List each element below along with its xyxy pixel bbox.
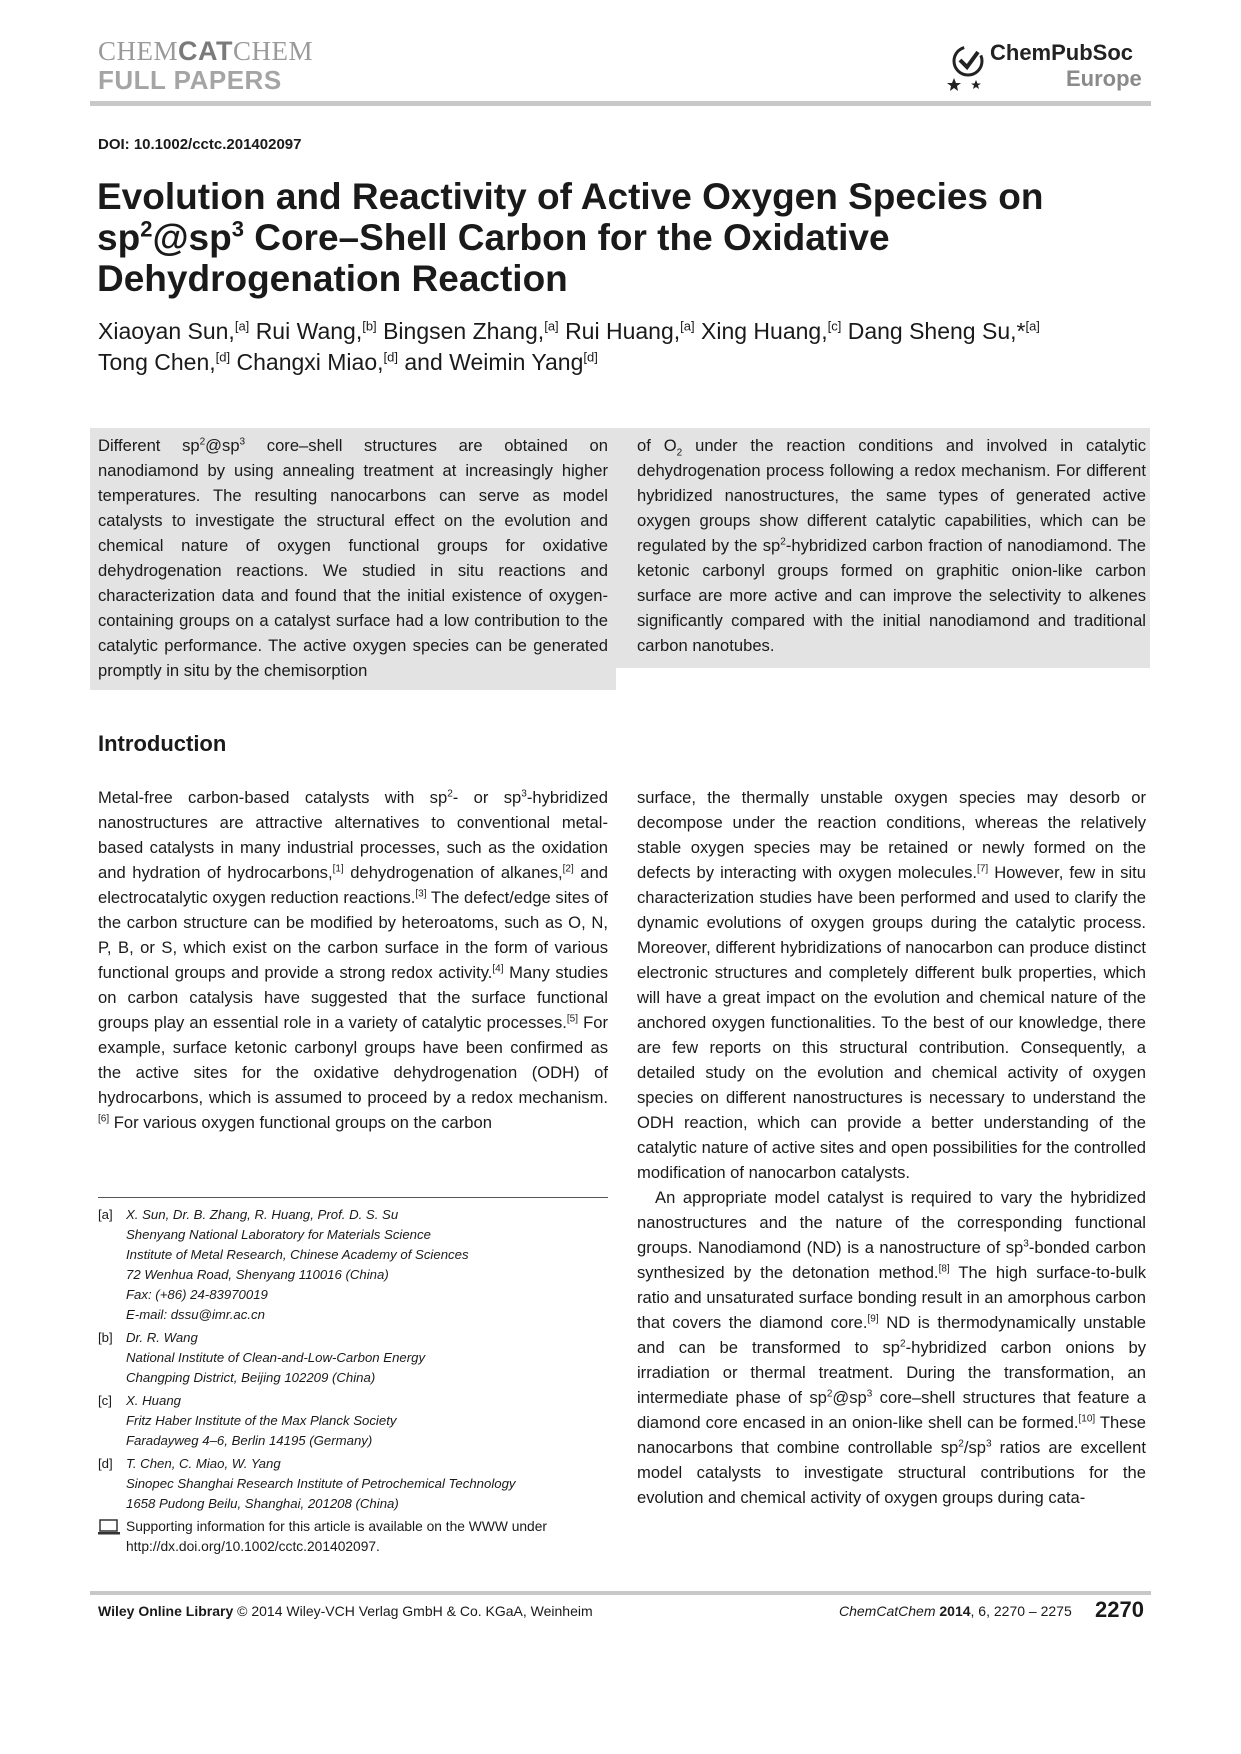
footer-citation: ChemCatChem 2014, 6, 2270 – 2275 xyxy=(839,1603,1072,1619)
footnote-rule xyxy=(98,1197,608,1198)
supporting-info-note xyxy=(98,1517,608,1557)
citation-ref[interactable]: [1] xyxy=(332,863,344,875)
author: Dang Sheng Su,*[a] xyxy=(847,318,1040,344)
citation-ref[interactable]: [2] xyxy=(562,863,574,875)
author: Xing Huang,[c] xyxy=(701,318,842,344)
citation-ref[interactable]: [9] xyxy=(867,1313,879,1325)
supporting-info-link[interactable]: Supporting information for this article is available on the WWW under http://dx.doi.org/10.1002/cctc.201402097. xyxy=(126,1519,547,1554)
publisher-region: Europe xyxy=(1066,66,1142,91)
affiliation-b: [b] Dr. R. Wang National Institute of Clean-and-Low-Carbon Energy Changping District, Beijing 102209 (China) xyxy=(98,1330,426,1385)
paragraph: An appropriate model catalyst is required to vary the hybridized nanostructures and the nature of the corresponding functional groups. Nanodiamond (ND) is a nanostructure of $sp^3$-bonded carbon synthesized by the detonation method.[8] The high surface-to-bulk ratio and unsaturated surface bonding result in an amorphous carbon that covers the diamond core.[9] ND is thermodynamically unstable and can be transformed to $sp^2$-hybridized carbon onions by irradiation or thermal treatment. During the transformation, an intermediate phase of $sp^2@sp^3$ core–shell structures that feature a diamond core encased in an onion-like shell can be formed.[10] These nanocarbons that combine controllable $sp^2/sp^3$ ratios are excellent model catalysts to investigate structural contributions for the evolution and chemical activity of oxygen groups during cata- xyxy=(637,1188,1147,1507)
body-column-left: Metal-free carbon-based catalysts with $sp^2-$ or $sp^3$-hybridized nanostructures are attractive alternatives to conventional metal-based catalysts in many industrial processes, such as the oxidation and hydration of hydrocarbons,[1] dehydrogenation of alkanes,[2] and electrocatalytic oxygen reduction reactions.[3] The defect/edge sites of the carbon structure can be modified by heteroatoms, such as O, N, P, B, or S, which exist on the carbon surface in the form of various functional groups and provide a strong redox activity.[4] Many studies on carbon catalysis have suggested that the surface functional groups play an essential role in a variety of catalytic processes.[5] For example, surface ketonic carbonyl groups have been confirmed as the active sites for the oxidative dehydrogenation (ODH) of hydrocarbons, which is assumed to proceed by a redox mechanism.[6] For various oxygen functional groups on the carbon xyxy=(98,788,609,1132)
author: Rui Huang,[a] xyxy=(565,318,695,344)
author: Tong Chen,[d] xyxy=(98,349,231,375)
citation-ref[interactable]: [7] xyxy=(977,863,989,875)
header-rule xyxy=(90,101,1151,106)
email-link[interactable]: E-mail: dssu@imr.ac.cn xyxy=(126,1307,265,1322)
journal-name: CHEMCATCHEM xyxy=(98,36,314,66)
affiliation-d: [d] T. Chen, C. Miao, W. Yang Sinopec Shanghai Research Institute of Petrochemical Technology 1658 Pudong Beilu, Shanghai, 201208 (China) xyxy=(98,1456,516,1511)
article-title: Evolution and Reactivity of Active Oxygen Species on $sp^2@sp^3$ Core–Shell Carbon for the Oxidative Dehydrogenation Reaction xyxy=(97,176,1044,299)
citation-ref[interactable]: [10] xyxy=(1078,1413,1096,1425)
author: and Weimin Yang[d] xyxy=(404,349,598,375)
citation-ref[interactable]: [4] xyxy=(492,963,504,975)
publisher-name: ChemPubSoc xyxy=(990,40,1134,65)
wiley-online-library-link[interactable]: Wiley Online Library xyxy=(98,1603,234,1619)
affiliations xyxy=(98,1205,608,1557)
author: Rui Wang,[b] xyxy=(255,318,377,344)
doi: DOI: 10.1002/cctc.201402097 xyxy=(98,136,302,153)
author: Changxi Miao,[d] xyxy=(236,349,398,375)
citation-ref[interactable]: [5] xyxy=(566,1013,578,1025)
author: Bingsen Zhang,[a] xyxy=(383,318,559,344)
citation-ref[interactable]: [8] xyxy=(938,1263,950,1275)
abstract-column-left: Different $sp^2@sp^3$ core–shell structures are obtained on nanodiamond by using annealing treatment at increasingly higher temperatures. The resulting nanocarbons can serve as model catalysts to investigate the structural effect on the evolution and chemical nature of oxygen functional groups for oxidative dehydrogenation reactions. We studied in situ reactions and characterization data and found that the initial existence of oxygen-containing groups on a catalyst surface had a low contribution to the catalytic performance. The active oxygen species can be generated promptly in situ by the chemisorption xyxy=(98,436,608,680)
abstract-background-notch xyxy=(616,668,1150,692)
author: Xiaoyan Sun,[a] xyxy=(98,318,250,344)
body-column-right xyxy=(637,785,1146,1510)
page-number: 2270 xyxy=(1095,1597,1144,1622)
paragraph: surface, the thermally unstable oxygen species may desorb or decompose under the reaction conditions, whereas the relatively stable oxygen species may be retained or newly formed on the defects by interacting with oxygen molecules.[7] However, few in situ characterization studies have been performed and used to clarify the dynamic evolutions of oxygen groups during the catalytic process. Moreover, different hybridizations of nanocarbon can produce distinct electronic structures and completely different bulk properties, which will have a great impact on the evolution and chemical nature of the anchored oxygen functionalities. To the best of our knowledge, there are few reports on this structural contribution. Consequently, a detailed study on the evolution and chemical activity of oxygen species on different nanostructures is necessary to understand the ODH reaction, which can provide a better understanding of the catalytic nature of active sites and open possibilities for the controlled modification of nanocarbon catalysts. xyxy=(637,788,1146,1182)
footer-rule xyxy=(90,1591,1151,1595)
footer-copyright: Wiley Online Library © 2014 Wiley-VCH Verlag GmbH & Co. KGaA, Weinheim xyxy=(98,1603,593,1619)
computer-icon xyxy=(98,1519,120,1535)
affiliation-c: [c] X. Huang Fritz Haber Institute of the Max Planck Society Faradayweg 4–6, Berlin 14195 (Germany) xyxy=(98,1393,397,1448)
section-type: FULL PAPERS xyxy=(98,65,282,95)
author-list xyxy=(98,316,1148,378)
affiliation-a: [a] X. Sun, Dr. B. Zhang, R. Huang, Prof. D. S. Su Shenyang National Laboratory for Materials Science Institute of Metal Research, Chinese Academy of Sciences 72 Wenhua Road, Shenyang 110016 (China) Fax: (+86) 24-83970019 E-mail: dssu@imr.ac.cn xyxy=(98,1205,608,1325)
citation-ref[interactable]: [6] xyxy=(98,1113,110,1125)
section-heading: Introduction xyxy=(98,731,227,756)
citation-ref[interactable]: [3] xyxy=(415,888,427,900)
abstract-column-right: of $O_2$ under the reaction conditions and involved in catalytic dehydrogenation process following a redox mechanism. For different hybridized nanostructures, the same types of generated active oxygen groups show different catalytic capabilities, which can be regulated by the $sp^2$-hybridized carbon fraction of nanodiamond. The ketonic carbonyl groups formed on graphitic onion-like carbon surface are more active and can improve the selectivity to alkenes significantly compared with the initial nanodiamond and traditional carbon nanotubes. xyxy=(637,436,1146,655)
